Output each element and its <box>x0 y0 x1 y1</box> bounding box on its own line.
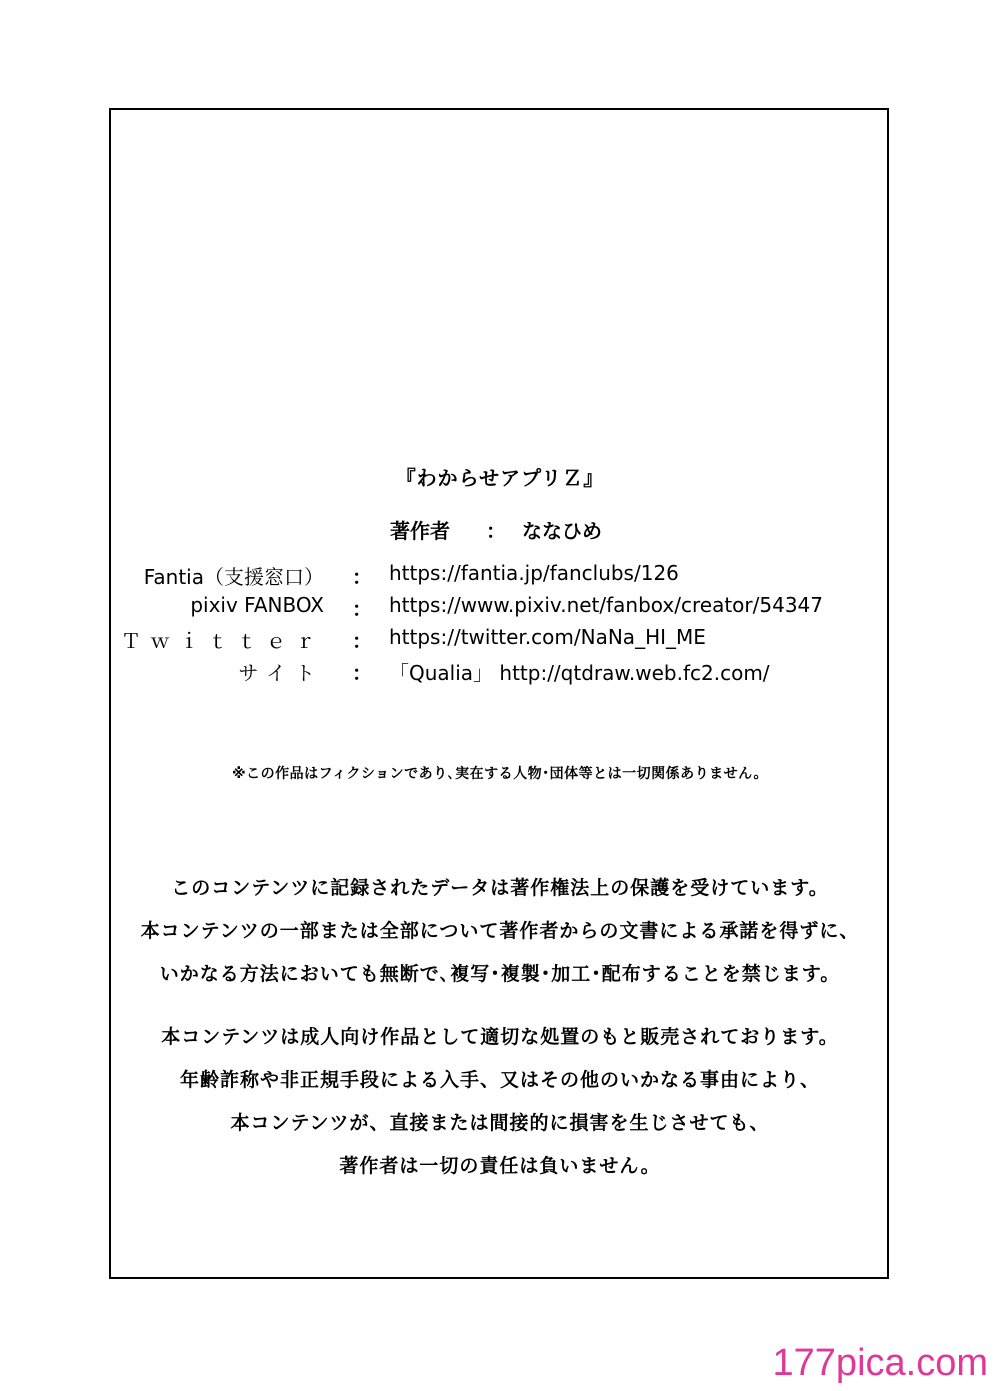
link-url[interactable]: https://www.pixiv.net/fanbox/creator/54347 <box>389 593 823 617</box>
watermark-text: 177pica.com <box>772 1342 988 1384</box>
link-row-fanbox <box>0 593 1000 625</box>
link-label: サイト <box>238 661 324 685</box>
link-label: pixiv FANBOX <box>190 593 324 617</box>
links-list <box>0 561 1000 689</box>
copyright-line: 本コンテンツの一部または全部について著作者からの文書による承諾を得ずに、 <box>140 920 860 942</box>
link-row-fantia <box>0 561 1000 593</box>
disclaimer-line: 年齢詐称や非正規手段による入手、又はその他のいかなる事由により、 <box>179 1069 820 1091</box>
disclaimer-paragraph <box>0 1016 1000 1188</box>
link-label: Ｔｗｉｔｔｅｒ <box>121 629 324 653</box>
link-label: Fantia（支援窓口） <box>143 565 324 589</box>
link-separator: ： <box>352 565 372 589</box>
copyright-line: いかなる方法においても無断で､複写･複製･加工･配布することを禁じます。 <box>159 963 841 985</box>
link-row-twitter <box>0 625 1000 657</box>
copyright-line: このコンテンツに記録されたデータは著作権法上の保護を受けています。 <box>171 877 829 899</box>
link-url[interactable]: https://twitter.com/NaNa_HI_ME <box>389 625 706 649</box>
fiction-notice: ※この作品はフィクションであり､実在する人物･団体等とは一切関係ありません。 <box>231 766 769 782</box>
author-label: 著作者 <box>390 519 450 543</box>
link-url[interactable]: 「Qualia」 http://qtdraw.web.fc2.com/ <box>389 661 770 685</box>
author-name: ななひめ <box>522 519 602 543</box>
work-title: 『わからせアプリＺ』 <box>395 466 605 490</box>
link-separator: ： <box>352 661 372 685</box>
author-separator: ： <box>486 519 506 543</box>
copyright-paragraph <box>0 867 1000 996</box>
link-separator: ： <box>352 597 372 621</box>
link-separator: ： <box>352 629 372 653</box>
disclaimer-line: 著作者は一切の責任は負いません。 <box>339 1155 661 1177</box>
disclaimer-line: 本コンテンツが、直接または間接的に損害を生じさせても、 <box>230 1112 770 1134</box>
link-row-site <box>0 657 1000 689</box>
link-url[interactable]: https://fantia.jp/fanclubs/126 <box>389 561 679 585</box>
disclaimer-line: 本コンテンツは成人向け作品として適切な処置のもと販売されております。 <box>161 1026 839 1048</box>
